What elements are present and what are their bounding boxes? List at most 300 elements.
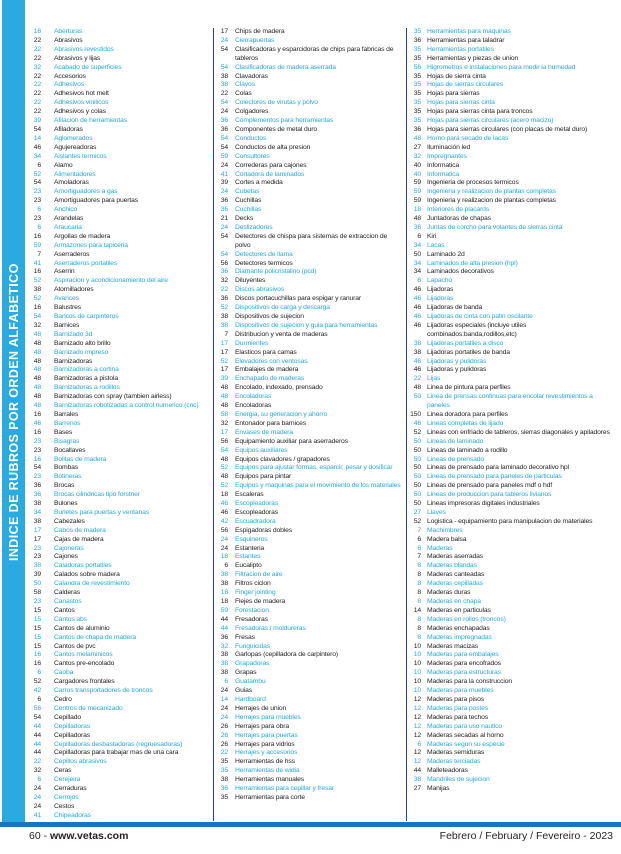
entry-label: Lineas de prensado para laminado decorativo hpl	[427, 464, 569, 472]
index-entry	[29, 81, 213, 90]
entry-label-link[interactable]: Abrasivos revestidos	[54, 45, 114, 53]
entry-page-number: 22	[33, 72, 41, 80]
entry-label-link[interactable]: Lineas de prensado	[427, 455, 485, 463]
entry-page-number: 6	[37, 206, 41, 214]
index-entry	[408, 322, 618, 340]
entry-label-link[interactable]: Laminados de alta presion (hpl)	[427, 259, 518, 267]
entry-label-link[interactable]: Bancos de carpinteros	[54, 313, 119, 320]
entry-label-link[interactable]: Informatica	[427, 170, 459, 178]
entry-label: Madera balsa	[427, 535, 467, 543]
entry-label-link[interactable]: Maderas en rollos (troncos)	[427, 615, 506, 623]
entry-page-number: 50	[413, 500, 421, 508]
index-entry	[408, 179, 618, 188]
entry-label: Herramientas de hss	[235, 758, 295, 766]
entry-label-link[interactable]: Lijadoras de cinta con patin oscilante	[427, 313, 533, 320]
entry-label-link[interactable]: Energia, su generacion y ahorro	[235, 410, 328, 418]
index-entry	[408, 55, 618, 64]
entry-page-number: 52	[33, 295, 41, 303]
entry-label-link[interactable]: Horno para secado de lacas	[427, 134, 509, 142]
index-entry	[408, 491, 618, 500]
entry-page-number: 56	[33, 704, 41, 712]
entry-label: Maderas aserradas	[427, 553, 484, 561]
entry-label-link[interactable]: Maderas para uso nautico	[427, 722, 502, 730]
index-entry	[215, 295, 406, 304]
entry-label-link[interactable]: Cantos abs	[54, 615, 87, 623]
index-entry	[408, 304, 618, 313]
entry-label-link[interactable]: Afilacion de herramientas	[54, 117, 127, 125]
entry-page-number: 27	[413, 143, 421, 151]
index-entry	[408, 260, 618, 269]
entry-label: Maderas para encofrados	[427, 660, 502, 668]
entry-label-link[interactable]: Cabos de madera	[54, 526, 106, 534]
entry-label: Lineas de laminado a rodillo	[427, 446, 508, 454]
index-entry	[408, 153, 618, 162]
entry-page-number: 54	[220, 99, 228, 107]
entry-label: Kiri	[427, 232, 437, 240]
entry-label-link[interactable]: Herramientas de widia	[235, 767, 300, 775]
index-entry	[408, 438, 618, 447]
entry-page-number: 16	[33, 428, 41, 436]
entry-label-link[interactable]: Barnizadoras robotizadas a control numerico (cnc)	[54, 402, 199, 410]
entry-label-link[interactable]: Chipeadoras	[54, 811, 91, 819]
index-entry	[408, 464, 618, 473]
entry-label-link[interactable]: Dispositivos de carga y descarga	[235, 304, 330, 312]
entry-page-number: 12	[413, 731, 421, 739]
entry-label-link[interactable]: Enchapado de maderas	[235, 375, 305, 383]
index-entry	[29, 625, 213, 634]
entry-label-link[interactable]: Herramientas para maquinas	[427, 28, 511, 35]
index-entry	[408, 420, 618, 429]
index-entry	[408, 135, 618, 144]
entry-page-number: 24	[33, 785, 41, 793]
index-entry	[408, 144, 618, 153]
entry-label-link[interactable]: Lacas	[427, 241, 445, 249]
index-entry	[29, 188, 213, 197]
entry-label-link[interactable]: Impregnantes	[427, 152, 467, 160]
entry-label-link[interactable]: Higrometros e instalaciones para medir la humedad	[427, 63, 576, 71]
entry-page-number: 6	[417, 544, 421, 552]
entry-label-link[interactable]: Herramientas portatiles	[427, 45, 494, 53]
entry-label-link[interactable]: Escuadradora	[235, 517, 276, 525]
index-entry	[408, 732, 618, 741]
entry-page-number: 56	[220, 437, 228, 445]
entry-label-link[interactable]: Maderas blandas	[427, 562, 477, 570]
entry-label-link[interactable]: Cajoneras	[54, 544, 84, 552]
entry-label-link[interactable]: Lijas	[427, 375, 441, 383]
index-entry	[29, 126, 213, 135]
entry-label-link[interactable]: Barnizado impreso	[54, 348, 109, 356]
entry-label: Correderas para cajones	[235, 161, 307, 169]
page-number: 60 -	[29, 830, 51, 842]
entry-label: Estanteria	[235, 544, 265, 552]
entry-label-link[interactable]: Complementos para herramientas	[235, 117, 334, 125]
footer-date: Febrero / February / Fevereiro - 2023	[439, 830, 613, 842]
index-entry	[29, 28, 213, 37]
index-entry	[408, 553, 618, 562]
index-entry	[408, 625, 618, 634]
entry-label-link[interactable]: Maderas impregnadas	[427, 633, 492, 641]
entry-label: Espigadoras dobles	[235, 526, 293, 534]
entry-label-link[interactable]: Adhesivos vinilicos	[54, 99, 109, 107]
entry-page-number: 38	[220, 321, 228, 329]
entry-label-link[interactable]: Cortadora de laminados	[235, 170, 305, 178]
entry-label-link[interactable]: Grapadoras	[235, 660, 270, 668]
entry-label: Elasticos para camas	[235, 348, 297, 356]
index-entry	[215, 456, 406, 465]
entry-label: Juntadoras de chapas	[427, 215, 491, 223]
index-entry	[408, 197, 618, 206]
index-entry	[215, 464, 406, 473]
entry-label-link[interactable]: Aberturas	[54, 28, 83, 35]
index-entry	[29, 286, 213, 295]
entry-label: Maderas secadas al horno	[427, 731, 504, 739]
entry-page-number: 39	[220, 179, 228, 187]
entry-label-link[interactable]: Funguicidas	[235, 642, 270, 650]
entry-label-link[interactable]: Aspiracion y acondicionamiento del aire	[54, 277, 168, 285]
entry-label-link[interactable]: Cepillos abrasivos	[54, 758, 107, 766]
entry-page-number: 16	[33, 410, 41, 418]
entry-page-number: 48	[220, 455, 228, 463]
entry-page-number: 52	[413, 428, 421, 436]
entry-label-link[interactable]: Barnizadoras a cortina	[54, 366, 119, 374]
entry-label-link[interactable]: Hojas para sierras circulares (acero macizo)	[427, 117, 554, 125]
entry-label-link[interactable]: Lineas de produccion para tableros livianos	[427, 491, 552, 499]
entry-label-link[interactable]: Maderas	[427, 544, 453, 552]
entry-page-number: 22	[33, 108, 41, 116]
entry-label-link[interactable]: Cepilladoras desbastadoras (regruesadoras)	[54, 740, 183, 748]
footer-divider-bar	[0, 822, 621, 827]
entry-label-link[interactable]: Armazones para tapiceria	[54, 241, 128, 249]
entry-label-link[interactable]: Barnizado 3d	[54, 330, 93, 338]
index-entry	[408, 741, 618, 750]
entry-label-link[interactable]: Maderas para embalajes	[427, 651, 499, 659]
index-entry	[29, 785, 213, 794]
index-entry	[215, 500, 406, 509]
entry-label: Adhesivos hot melt	[54, 90, 109, 98]
entry-label: Cantos pre-encolado	[54, 660, 115, 668]
entry-label-link[interactable]: Alimentadores	[54, 170, 96, 178]
entry-page-number: 41	[220, 170, 228, 178]
entry-label-link[interactable]: Estantes	[235, 553, 261, 561]
index-entry	[408, 108, 618, 117]
entry-page-number: 24	[220, 687, 228, 695]
entry-page-number: 23	[33, 197, 41, 205]
entry-label: Amortiguadores para puertas	[54, 197, 138, 205]
entry-label: Hojas para sierras	[427, 90, 480, 98]
entry-page-number: 54	[220, 45, 228, 53]
index-entry	[29, 473, 213, 482]
entry-label: Calderas	[54, 589, 81, 597]
index-entry	[408, 295, 618, 304]
entry-label-link[interactable]: Maderas para muebles	[427, 687, 494, 695]
entry-page-number: 32	[33, 767, 41, 775]
entry-label-link[interactable]: Elevadores con ventosas	[235, 357, 308, 365]
entry-label-link[interactable]: Centros de mecanizado	[54, 704, 123, 712]
entry-label-link[interactable]: Lijadoras	[427, 295, 454, 303]
entry-page-number: 16	[33, 304, 41, 312]
column-divider-1	[213, 28, 214, 821]
entry-label-link[interactable]: Cerejeira	[54, 776, 81, 784]
entry-page-number: 52	[220, 357, 228, 365]
entry-label-link[interactable]: Hojas de sierras circulares	[427, 81, 504, 89]
entry-label-link[interactable]: Barnizadoras a rodillos	[54, 384, 120, 392]
entry-page-number: 150	[410, 410, 421, 418]
entry-label: Abrasivos	[54, 36, 83, 44]
entry-label-link[interactable]: Hojas para sierras cinta	[427, 99, 495, 107]
entry-label-link[interactable]: Maderas en chapa	[427, 598, 481, 605]
entry-label-link[interactable]: Cuchillas	[235, 206, 262, 214]
entry-label-link[interactable]: Llaves	[427, 508, 446, 516]
index-entry	[215, 260, 406, 269]
entry-label-link[interactable]: Cantos melaminicos	[54, 651, 113, 659]
entry-page-number: 23	[33, 598, 41, 605]
entry-label-link[interactable]: Caladoras portatiles	[54, 562, 112, 570]
entry-label-link[interactable]: Juntas de corcho para volantes de sierras cinta	[427, 223, 563, 231]
index-entry	[215, 598, 406, 607]
entry-page-number: 44	[33, 749, 41, 757]
entry-page-number: 44	[413, 767, 421, 775]
entry-label-link[interactable]: Maderas cepilladas	[427, 580, 483, 588]
entry-label-link[interactable]: Anchico	[54, 206, 78, 214]
entry-label-link[interactable]: Deslizadores	[235, 223, 273, 231]
entry-label-link[interactable]: Lineas completas de lijado	[427, 419, 504, 427]
index-entry	[215, 206, 406, 215]
entry-label: Maderas semiduras	[427, 749, 485, 757]
entry-label-link[interactable]: Dispositivos de sujecion y guia para herramientas	[235, 321, 378, 329]
entry-page-number: 8	[417, 562, 421, 570]
entry-label-link[interactable]: Carros transportadores de troncos	[54, 687, 153, 695]
index-entry	[408, 99, 618, 108]
entry-page-number: 15	[33, 633, 41, 641]
entry-page-number: 15	[33, 624, 41, 632]
entry-label-link[interactable]: Consultores	[235, 152, 270, 160]
entry-page-number: 24	[220, 704, 228, 712]
entry-page-number: 24	[220, 108, 228, 116]
index-entry	[215, 491, 406, 500]
entry-page-number: 18	[413, 206, 421, 214]
entry-page-number: 48	[220, 402, 228, 410]
entry-label: Brocas	[54, 482, 75, 490]
index-entry	[29, 295, 213, 304]
entry-page-number: 52	[33, 277, 41, 285]
entry-page-number: 50	[413, 464, 421, 472]
entry-label-link[interactable]: Barrenos	[54, 419, 81, 427]
entry-label-link[interactable]: Herrajes para puertas	[235, 731, 298, 739]
entry-label-link[interactable]: Avances	[54, 295, 79, 303]
entry-page-number: 38	[33, 562, 41, 570]
entry-label: Bases	[54, 428, 73, 436]
entry-label-link[interactable]: Finger jointing	[235, 589, 276, 597]
entry-page-number: 6	[37, 695, 41, 703]
index-entry	[408, 580, 618, 589]
entry-label-link[interactable]: Discos abrasivos	[235, 286, 284, 294]
entry-page-number: 22	[220, 749, 228, 757]
entry-label-link[interactable]: Equipos y maquinas para el movimiento de los materiales	[235, 482, 401, 490]
index-entry	[29, 518, 213, 527]
index-entry	[29, 553, 213, 562]
entry-label: Cuchillas	[235, 197, 262, 205]
entry-page-number: 6	[417, 232, 421, 240]
entry-label-link[interactable]: Araucaria	[54, 223, 82, 231]
index-entry	[29, 251, 213, 260]
entry-page-number: 10	[413, 687, 421, 695]
entry-label-link[interactable]: Cubetas	[235, 188, 260, 196]
entry-label: Clasificadoras y esparcidoras de chips para fabricas de tableros	[235, 45, 394, 62]
entry-label-link[interactable]: Lijadoras portatiles a disco	[427, 339, 504, 347]
entry-label-link[interactable]: Caoba	[54, 669, 74, 677]
entry-label: Discos portacuchillas para espigar y ranurar	[235, 295, 361, 303]
entry-page-number: 15	[33, 615, 41, 623]
entry-label-link[interactable]: Linea de prensas continuas para encolar revestimientos a paneles	[427, 393, 593, 410]
entry-label-link[interactable]: Filtracion de aire	[235, 571, 283, 579]
index-entry	[408, 313, 618, 322]
entry-label-link[interactable]: Maderas para postes	[427, 704, 489, 712]
entry-label: Barrales	[54, 410, 79, 418]
entry-label-link[interactable]: Maderas para estructuras	[427, 669, 501, 677]
entry-page-number: 16	[33, 651, 41, 659]
entry-label: Adhesivos y colas	[54, 108, 106, 116]
index-entry	[215, 705, 406, 714]
entry-label: Lijadoras de banda	[427, 304, 483, 312]
entry-page-number: 23	[33, 446, 41, 454]
entry-label-link[interactable]: Equipos para ajustar formas, esparcir, pesar y dosificar	[235, 464, 393, 472]
entry-label-link[interactable]: Cerrojos	[54, 793, 79, 801]
entry-label-link[interactable]: Bisagras	[54, 437, 80, 445]
entry-label: Conductos de alta presion	[235, 143, 311, 151]
entry-page-number: 38	[413, 339, 421, 347]
entry-label-link[interactable]: Durmientes	[235, 339, 269, 347]
index-entry	[408, 518, 618, 527]
entry-label-link[interactable]: Aglomerados	[54, 134, 93, 142]
entry-label-link[interactable]: Colectores de virutas y polvo	[235, 99, 318, 107]
entry-label: Ceras	[54, 767, 72, 775]
entry-label-link[interactable]: Lineas de laminado	[427, 437, 484, 445]
index-entry	[29, 660, 213, 669]
index-entry	[408, 678, 618, 687]
entry-page-number: 48	[33, 375, 41, 383]
entry-page-number: 16	[33, 28, 41, 35]
entry-label-link[interactable]: Clasificadoras de madera aserrada	[235, 63, 336, 71]
entry-page-number: 22	[33, 90, 41, 98]
entry-page-number: 52	[33, 170, 41, 178]
entry-page-number: 38	[413, 776, 421, 784]
entry-label: Agujereadoras	[54, 143, 97, 151]
entry-label-link[interactable]: Equipos auxiliares	[235, 446, 288, 454]
entry-label-link[interactable]: Escopleadoras	[235, 500, 279, 508]
entry-label-link[interactable]: Ingenieria y realizacion de plantas completas	[427, 188, 556, 196]
index-entry	[215, 767, 406, 776]
entry-page-number: 48	[33, 384, 41, 392]
entry-label-link[interactable]: Botineras	[54, 473, 82, 481]
entry-label-link[interactable]: Amortiguadores a gas	[54, 188, 118, 196]
entry-label-link[interactable]: Fresadoras / moldureras	[235, 624, 306, 632]
entry-label: Distribucion y venta de maderas	[235, 330, 328, 338]
entry-label-link[interactable]: Hardboard	[235, 695, 266, 703]
entry-label-link[interactable]: Cepilladoras	[54, 722, 90, 730]
entry-label-link[interactable]: Calandra de revestimiento	[54, 580, 130, 588]
entry-label-link[interactable]: Interiores de placards	[427, 206, 490, 214]
entry-label: Cajones	[54, 553, 78, 561]
entry-page-number: 10	[413, 669, 421, 677]
entry-label-link[interactable]: Acabado de superficies	[54, 63, 122, 71]
entry-label-link[interactable]: Esquineros	[235, 535, 268, 543]
index-entry	[408, 366, 618, 375]
index-entry	[408, 411, 618, 420]
entry-label-link[interactable]: Lineas de prensado para paneles de particulas	[427, 473, 562, 481]
entry-label: Cepillado	[54, 713, 81, 721]
website-link[interactable]: www.vetas.com	[50, 830, 129, 842]
entry-page-number: 32	[413, 152, 421, 160]
entry-label: Malleteadoras	[427, 767, 468, 775]
index-entry	[215, 545, 406, 554]
entry-label-link[interactable]: Guatambu	[235, 678, 266, 686]
index-entry	[215, 340, 406, 349]
entry-label-link[interactable]: Maderas segun su especie	[427, 740, 505, 748]
entry-label-link[interactable]: Mandriles de sujecion	[427, 776, 490, 784]
entry-page-number: 24	[33, 802, 41, 810]
entry-label-link[interactable]: Lapacho	[427, 277, 453, 285]
entry-label-link[interactable]: Encoladoras	[235, 393, 272, 401]
entry-page-number: 32	[220, 277, 228, 285]
entry-label-link[interactable]: Maderas terciadas	[427, 758, 481, 766]
entry-label: Flejes de madera	[235, 598, 286, 605]
entry-label-link[interactable]: Machimbres	[427, 526, 463, 534]
entry-page-number: 36	[413, 125, 421, 133]
entry-label-link[interactable]: Burletes para puertas y ventanas	[54, 508, 149, 516]
entry-label-link[interactable]: Herrajes y accesorios	[235, 749, 298, 757]
index-entry	[29, 322, 213, 331]
index-entry	[29, 331, 213, 340]
entry-label-link[interactable]: Envases de madera	[235, 428, 293, 436]
index-entry	[215, 402, 406, 411]
entry-label-link[interactable]: Canastos	[54, 598, 82, 605]
entry-label-link[interactable]: Clavos	[235, 81, 255, 89]
entry-label-link[interactable]: Aislantes termicos	[54, 152, 107, 160]
entry-label-link[interactable]: Diamante policristalino (pcd)	[235, 268, 317, 276]
entry-page-number: 24	[220, 161, 228, 169]
entry-page-number: 14	[220, 695, 228, 703]
entry-label: Cantos	[54, 606, 75, 614]
entry-label-link[interactable]: Herrajes para muebles	[235, 713, 301, 721]
index-entry	[29, 393, 213, 402]
column-3	[408, 28, 618, 794]
entry-label-link[interactable]: Cantos de chapa de madera	[54, 633, 137, 641]
entry-label-link[interactable]: Forestacion	[235, 606, 269, 614]
entry-page-number: 52	[220, 304, 228, 312]
index-entry	[29, 536, 213, 545]
entry-label-link[interactable]: Adhesivos	[54, 81, 85, 89]
entry-page-number: 38	[220, 81, 228, 89]
entry-page-number: 48	[413, 384, 421, 392]
entry-label: Chips de madera	[235, 28, 285, 35]
entry-page-number: 17	[220, 348, 228, 356]
index-entry	[408, 696, 618, 705]
entry-page-number: 52	[220, 482, 228, 490]
entry-label-link[interactable]: Cierrapuertas	[235, 36, 275, 44]
entry-label-link[interactable]: Bolitas de madera	[54, 455, 107, 463]
index-entry	[29, 37, 213, 46]
entry-label: Lineas con enfriado de tableros, sierras diagonales y apiladores	[427, 428, 610, 436]
entry-page-number: 34	[33, 152, 41, 160]
entry-label-link[interactable]: Lijadoras y pulidoras	[427, 357, 487, 365]
index-entry	[408, 589, 618, 598]
entry-label-link[interactable]: Herramientas para cepillar y fresar	[235, 785, 335, 793]
entry-label-link[interactable]: Brocas cilindricas tipo forstner	[54, 491, 140, 499]
entry-label-link[interactable]: Conductos	[235, 134, 267, 142]
entry-page-number: 59	[413, 179, 421, 187]
entry-label-link[interactable]: Detectores de llama	[235, 250, 293, 258]
entry-label-link[interactable]: Aserraderos portatiles	[54, 259, 118, 267]
